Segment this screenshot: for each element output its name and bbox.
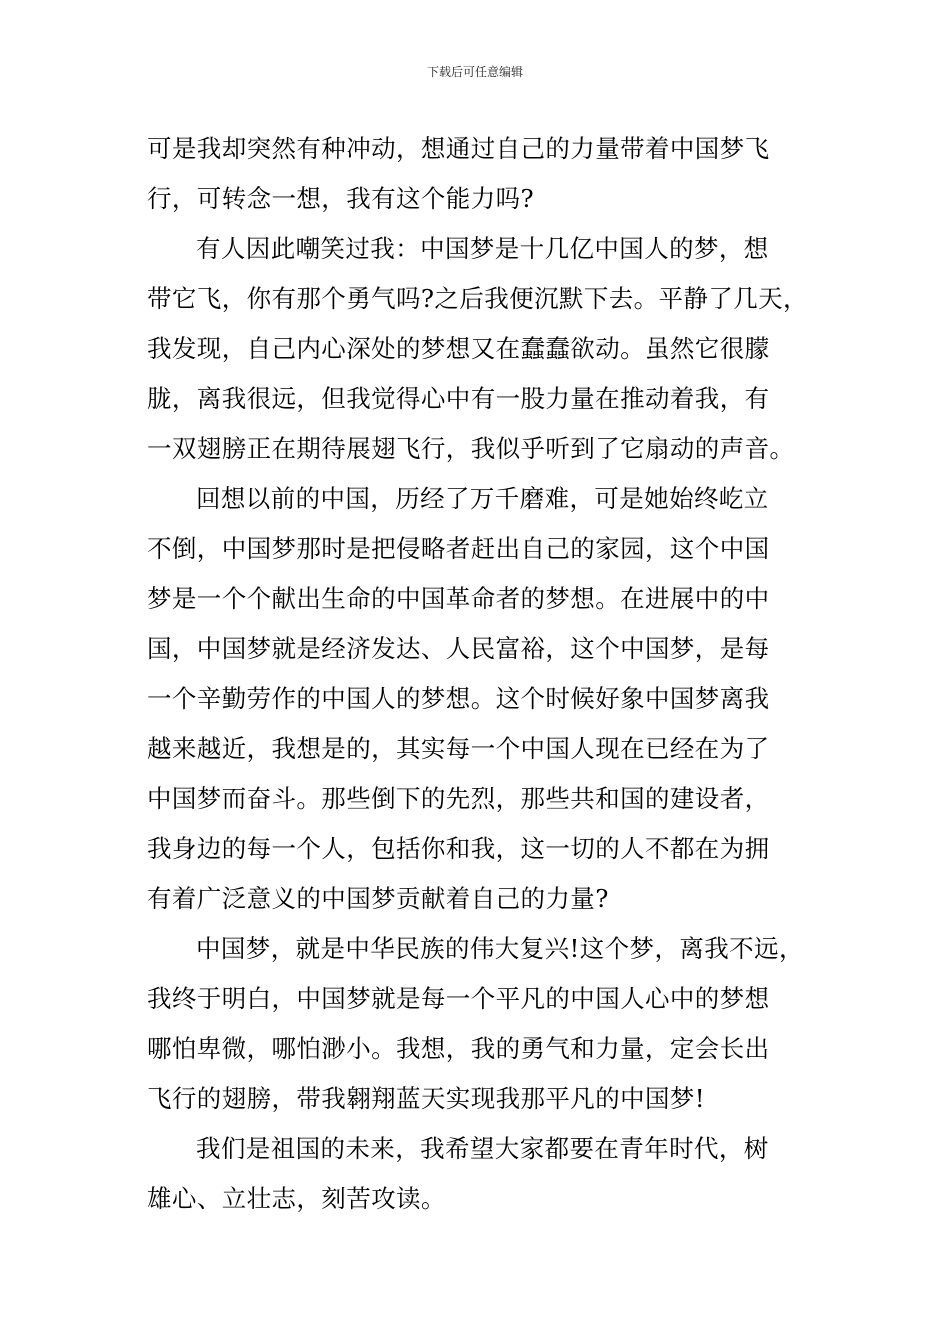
text-line: 我发现，自己内心深处的梦想又在蠢蠢欲动。虽然它很朦 bbox=[147, 334, 770, 363]
text-line: 带它飞，你有那个勇气吗?之后我便沉默下去。平静了几天， bbox=[147, 284, 808, 313]
text-line: 中国梦而奋斗。那些倒下的先烈，那些共和国的建设者， bbox=[147, 784, 770, 813]
text-line: 梦是一个个献出生命的中国革命者的梦想。在进展中的中 bbox=[147, 584, 770, 613]
text-line: 不倒，中国梦那时是把侵略者赶出自己的家园，这个中国 bbox=[147, 534, 770, 563]
text-line: 雄心、立壮志，刻苦攻读。 bbox=[147, 1184, 446, 1213]
page-header: 下载后可任意编辑 bbox=[426, 65, 523, 79]
text-line: 我们是祖国的未来，我希望大家都要在青年时代，树 bbox=[196, 1134, 769, 1163]
text-line: 中国梦，就是中华民族的伟大复兴!这个梦，离我不远， bbox=[196, 934, 804, 963]
text-line: 越来越近，我想是的，其实每一个中国人现在已经在为了 bbox=[147, 734, 770, 763]
text-line: 有着广泛意义的中国梦贡献着自己的力量? bbox=[147, 884, 609, 913]
text-line: 一个辛勤劳作的中国人的梦想。这个时候好象中国梦离我 bbox=[147, 684, 770, 713]
text-line: 有人因此嘲笑过我：中国梦是十几亿中国人的梦，想 bbox=[196, 234, 769, 263]
text-line: 飞行的翅膀，带我翱翔蓝天实现我那平凡的中国梦! bbox=[147, 1084, 706, 1113]
text-line: 胧，离我很远，但我觉得心中有一股力量在推动着我，有 bbox=[147, 384, 770, 413]
text-line: 一双翅膀正在期待展翅飞行，我似乎听到了它扇动的声音。 bbox=[147, 434, 795, 463]
text-line: 行，可转念一想，我有这个能力吗? bbox=[147, 184, 535, 213]
text-line: 我身边的每一个人，包括你和我，这一切的人不都在为拥 bbox=[147, 834, 770, 863]
text-line: 哪怕卑微，哪怕渺小。我想，我的勇气和力量，定会长出 bbox=[147, 1034, 770, 1063]
text-line: 回想以前的中国，历经了万千磨难，可是她始终屹立 bbox=[196, 484, 769, 513]
text-line: 可是我却突然有种冲动，想通过自己的力量带着中国梦飞 bbox=[147, 134, 770, 163]
text-line: 国，中国梦就是经济发达、人民富裕，这个中国梦，是每 bbox=[147, 634, 770, 663]
text-line: 我终于明白，中国梦就是每一个平凡的中国人心中的梦想 bbox=[147, 984, 770, 1013]
